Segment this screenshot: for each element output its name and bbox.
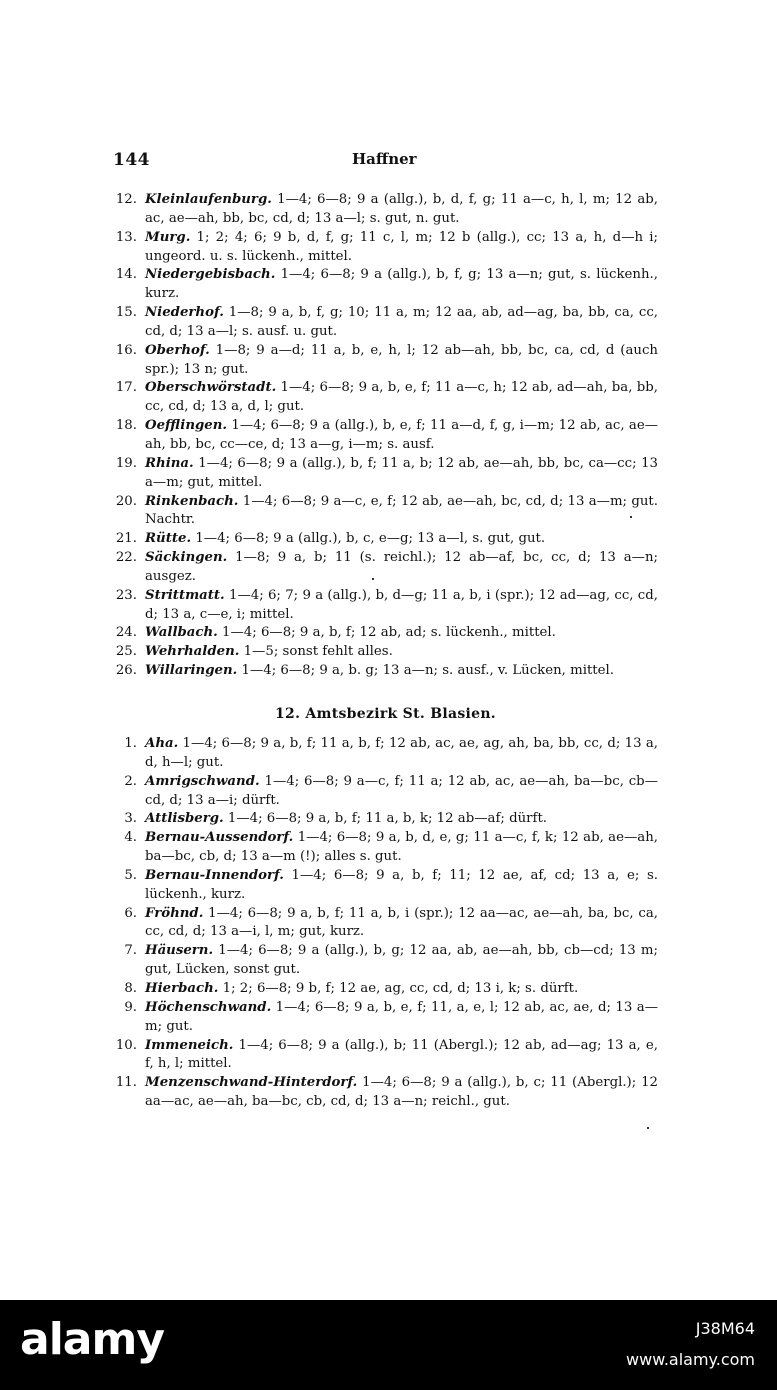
entry-number: 11. (115, 1075, 137, 1091)
entry-number: 7. (124, 943, 137, 959)
entry-number: 14. (115, 267, 137, 283)
entry (113, 549, 658, 587)
entry-text: 1—4; 6—8; 9 a, b, f; 11; 12 ae, af, cd; 13 a, e; s. lückenh., kurz. (145, 867, 658, 902)
entry-number: 5. (124, 867, 137, 883)
entry (113, 530, 658, 549)
image-id: J38M64 (695, 1319, 755, 1338)
entry-body (145, 342, 658, 380)
entry (113, 624, 658, 643)
place-name: Strittmatt. (145, 587, 225, 603)
entry-text: 1—4; 6—8; 9 a (allg.), b; 11 (Abergl.); 12 ab, ad—ag; 13 a, e, f, h, l; mittel. (145, 1037, 658, 1072)
place-name: Niedergebisbach. (145, 267, 276, 283)
entry-text: 1—8; 9 a, b; 11 (s. reichl.); 12 ab—af, bc, cc, d; 13 a—n; ausgez. (145, 550, 658, 584)
entry-number: 15. (115, 305, 137, 321)
place-name: Willaringen. (145, 663, 238, 679)
scan-speck (372, 578, 374, 580)
entry-number: 18. (115, 418, 137, 434)
place-name: Säckingen. (145, 550, 228, 566)
entries-list-continued (113, 191, 658, 681)
entry-text: 1—4; 6—8; 9 a, b, f; 12 ab, ad; s. lückenh., mittel. (217, 625, 556, 641)
section-heading: 12. Amtsbezirk St. Blasien. (275, 706, 496, 722)
place-name: Rhina. (145, 455, 194, 471)
entry-text: 1—4; 6—8; 9 a—c, e, f; 12 ab, ae—ah, bc, cd, d; 13 a—m; gut. Nachtr. (145, 493, 658, 528)
scan-speck (630, 516, 632, 518)
site-url: www.alamy.com (626, 1350, 755, 1369)
entry-body (145, 942, 658, 980)
page-number: 144 (113, 150, 150, 170)
entry-number: 6. (124, 905, 137, 921)
entry-body (145, 229, 658, 267)
place-name: Hierbach. (145, 980, 219, 996)
entry (113, 773, 658, 811)
watermark-banner (0, 1300, 777, 1390)
entry-number: 19. (115, 455, 137, 471)
entry-body (145, 304, 658, 342)
place-name: Murg. (145, 229, 191, 245)
entry (113, 455, 658, 493)
entry-text: 1—4; 6—8; 9 a (allg.), b, d, f, g; 11 a—c, h, l, m; 12 ab, ac, ae—ah, bb, bc, cd, d; 13 a—l; s. gut, n. gut. (145, 192, 658, 226)
entry (113, 867, 658, 905)
entry-body (145, 587, 658, 625)
entry (113, 942, 658, 980)
place-name: Bernau-Aussendorf. (145, 830, 294, 846)
entry-body (145, 1074, 658, 1112)
place-name: Niederhof. (145, 305, 224, 321)
place-name: Wehrhalden. (145, 644, 240, 660)
entry-body (145, 530, 658, 549)
entry-text: 1—4; 6—8; 9 a—c, f; 11 a; 12 ab, ac, ae—ah, ba—bc, cb—cd, d; 13 a—i; dürft. (145, 773, 658, 808)
entry-text: 1—4; 6—8; 9 a, b, e, f; 11 a—c, h; 12 ab, ad—ah, ba, bb, cc, cd, d; 13 a, d, l; gut. (145, 380, 658, 415)
entry-number: 26. (115, 663, 137, 679)
entry (113, 304, 658, 342)
entry (113, 810, 658, 829)
entry (113, 643, 658, 662)
place-name: Wallbach. (145, 625, 218, 641)
entry-text: 1—4; 6—8; 9 a (allg.), b, f, g; 13 a—n; gut, s. lückenh., kurz. (145, 267, 658, 302)
entry-body (145, 191, 658, 229)
place-name: Höchenschwand. (145, 999, 272, 1015)
entry-number: 3. (124, 811, 137, 827)
entry-number: 4. (124, 830, 137, 846)
entry-text: 1—4; 6—8; 9 a (allg.), b, c; 11 (Abergl.); 12 aa—ac, ae—ah, ba—bc, cb, cd, d; 13 a—n; reichl., gut. (145, 1075, 658, 1110)
place-name: Immeneich. (145, 1037, 234, 1053)
entry-text: 1—4; 6—8; 9 a, b, f; 11 a, b, i (spr.); 12 aa—ac, ae—ah, ba, bc, ca, cc, cd, d; 13 a—i, l, m; gut, kurz. (145, 905, 658, 940)
place-name: Bernau-Innendorf. (145, 867, 284, 883)
entry-text: 1; 2; 4; 6; 9 b, d, f, g; 11 c, l, m; 12 b (allg.), cc; 13 a, h, d—h i; ungeord. u. s. lückenh., mittel. (145, 229, 658, 264)
entry-number: 22. (115, 550, 137, 566)
entry (113, 229, 658, 267)
entry-number: 17. (115, 380, 137, 396)
place-name: Kleinlaufenburg. (145, 192, 272, 207)
entry (113, 905, 658, 943)
entry (113, 1037, 658, 1075)
entry-text: 1—4; 6—8; 9 a, b, f; 11 a, b, f; 12 ab, ac, ae, ag, ah, ba, bb, cc, d; 13 a, d, h—l; gut. (145, 736, 658, 770)
entry-body (145, 735, 658, 773)
running-title: Haffner (352, 150, 417, 168)
scan-speck (647, 1127, 649, 1129)
entry-number: 8. (124, 980, 137, 996)
entry-body (145, 867, 658, 905)
place-name: Oberhof. (145, 342, 210, 358)
entry-number: 10. (115, 1037, 137, 1053)
entry-body (145, 643, 658, 662)
entry-text: 1—4; 6—8; 9 a, b, e, f; 11, a, e, l; 12 ab, ac, ae, d; 13 a—m; gut. (145, 999, 658, 1034)
place-name: Oberschwörstadt. (145, 380, 277, 396)
entry-number: 16. (115, 342, 137, 358)
entry (113, 191, 658, 229)
place-name: Häusern. (145, 943, 214, 959)
entry-number: 1. (124, 736, 137, 751)
entry-text: 1—4; 6—8; 9 a (allg.), b, g; 12 aa, ab, ae—ah, bb, cb—cd; 13 m; gut, Lücken, sonst gut. (145, 943, 658, 978)
entry-text: 1—5; sonst fehlt alles. (239, 644, 393, 660)
entry-text: 1—4; 6; 7; 9 a (allg.), b, d—g; 11 a, b, i (spr.); 12 ad—ag, cc, cd, d; 13 a, c—e, i; mittel. (145, 587, 658, 622)
entry-text: 1—4; 6—8; 9 a (allg.), b, e, f; 11 a—d, f, g, i—m; 12 ab, ac, ae—ah, bb, bc, cc—ce, d; 13 a—g, i—m; s. ausf. (145, 418, 658, 452)
entry-body (145, 1037, 658, 1075)
alamy-logo: alamy (20, 1314, 164, 1365)
entry (113, 999, 658, 1037)
entry (113, 342, 658, 380)
entry-body (145, 980, 658, 999)
entry (113, 980, 658, 999)
entry (113, 417, 658, 455)
place-name: Attlisberg. (145, 811, 224, 827)
entry-text: 1—4; 6—8; 9 a, b, f; 11 a, b, k; 12 ab—af; dürft. (223, 811, 548, 827)
entry-number: 24. (115, 625, 137, 641)
entry-body (145, 999, 658, 1037)
entry (113, 735, 658, 773)
entry (113, 662, 658, 681)
place-name: Rütte. (145, 531, 192, 547)
entry-text: 1—4; 6—8; 9 a (allg.), b, f; 11 a, b; 12 ab, ae—ah, bb, bc, ca—cc; 13 a—m; gut, mittel. (145, 455, 658, 490)
place-name: Oefflingen. (145, 418, 228, 434)
entry-text: 1; 2; 6—8; 9 b, f; 12 ae, ag, cc, cd, d; 13 i, k; s. dürft. (218, 980, 579, 996)
entry (113, 493, 658, 531)
entry-body (145, 810, 658, 829)
place-name: Fröhnd. (145, 905, 204, 921)
entry-body (145, 417, 658, 455)
entry-text: 1—4; 6—8; 9 a (allg.), b, c, e—g; 13 a—l, s. gut, gut. (191, 531, 546, 547)
entry-number: 25. (115, 644, 137, 660)
entry-body (145, 549, 658, 587)
entry (113, 379, 658, 417)
entries-list-st-blasien (113, 735, 658, 1112)
entry-number: 13. (115, 229, 137, 245)
entry-text: 1—4; 6—8; 9 a, b. g; 13 a—n; s. ausf., v. Lücken, mittel. (237, 663, 615, 679)
entry-text: 1—8; 9 a, b, f, g; 10; 11 a, m; 12 aa, ab, ad—ag, ba, bb, ca, cc, cd, d; 13 a—l; s. ausf. u. gut. (145, 305, 658, 339)
entry-body (145, 773, 658, 811)
entry-number: 21. (115, 531, 137, 547)
entry-text: 1—8; 9 a—d; 11 a, b, e, h, l; 12 ab—ah, bb, bc, ca, cd, d (auch spr.); 13 n; gut. (145, 342, 658, 377)
entry-body (145, 624, 658, 643)
entry-body (145, 662, 658, 681)
entry-number: 9. (124, 999, 137, 1015)
place-name: Amrigschwand. (145, 773, 260, 789)
entry (113, 829, 658, 867)
entry-body (145, 493, 658, 531)
entry (113, 1074, 658, 1112)
entry-number: 12. (115, 192, 137, 207)
entry-body (145, 829, 658, 867)
entry-body (145, 455, 658, 493)
entry-number: 2. (124, 773, 137, 789)
entry (113, 587, 658, 625)
entry-body (145, 266, 658, 304)
entry-body (145, 379, 658, 417)
entry-number: 23. (115, 587, 137, 603)
entry (113, 266, 658, 304)
place-name: Aha. (145, 736, 179, 751)
entry-text: 1—4; 6—8; 9 a, b, d, e, g; 11 a—c, f, k; 12 ab, ae—ah, ba—bc, cb, d; 13 a—m (!); alles s. gut. (145, 830, 658, 865)
entry-body (145, 905, 658, 943)
place-name: Menzenschwand-Hinterdorf. (145, 1075, 358, 1091)
place-name: Rinkenbach. (145, 493, 239, 509)
entry-number: 20. (115, 493, 137, 509)
